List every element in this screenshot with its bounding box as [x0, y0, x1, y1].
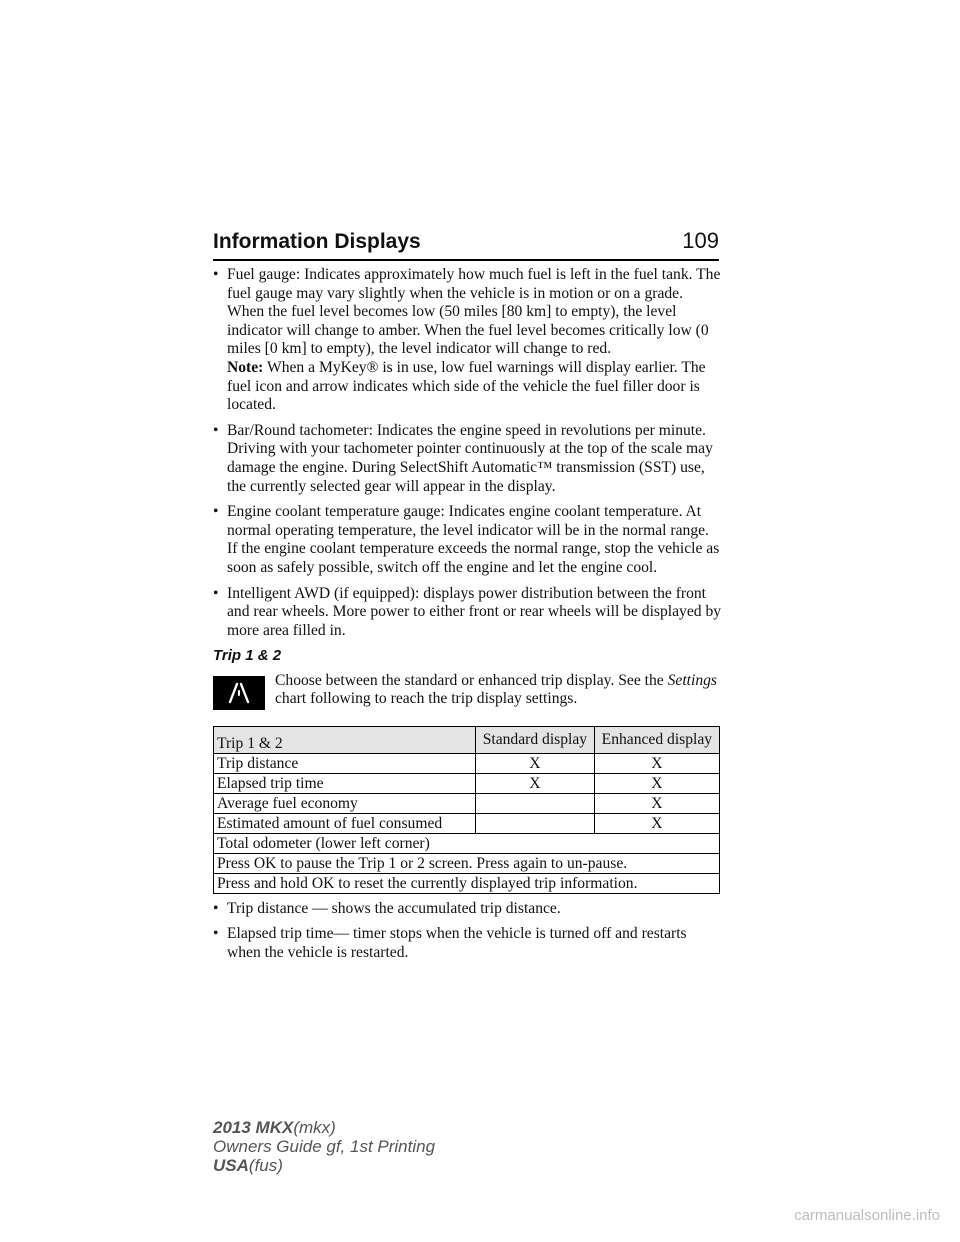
- bullet-text: Engine coolant temperature gauge: Indicates engine coolant temperature. At normal operating temperature, the level indicator will be in the normal range. If the engine coolant temperature exceeds the normal range, stop the vehicle as soon as safely possible, switch off the engine and let the engine cool.: [227, 503, 720, 576]
- table-row-spanning: [214, 873, 720, 893]
- bullet-tachometer: [213, 422, 723, 496]
- col-header-trip: Trip 1 & 2: [214, 726, 476, 753]
- table-header-row: [214, 726, 720, 753]
- section-title: Information Displays: [213, 230, 421, 253]
- page-header: [213, 228, 719, 261]
- bullet-text: Elapsed trip time— timer stops when the vehicle is turned off and restarts when the vehicle is restarted.: [227, 925, 687, 962]
- note-label: Note:: [227, 358, 264, 376]
- trip-intro: [213, 672, 723, 710]
- enhanced-cell: X: [594, 793, 719, 813]
- table-row-spanning: [214, 853, 720, 873]
- spanning-cell: Press and hold OK to reset the currently displayed trip information.: [214, 873, 720, 893]
- bullet-dot: •: [213, 503, 219, 521]
- table-row: [214, 813, 720, 833]
- bullet-coolant: [213, 503, 723, 577]
- bullet-text: Fuel gauge: Indicates approximately how much fuel is left in the fuel tank. The fuel gauge may vary slightly when the vehicle is in motion or on a grade. When the fuel level becomes low (50 miles [80 km] to empty), the level indicator will change to amber. When the fuel level becomes critically low (0 miles [0 km] to empty), the level indicator will change to red.: [227, 266, 721, 358]
- enhanced-cell: X: [594, 813, 719, 833]
- enhanced-cell: X: [594, 773, 719, 793]
- note-text: When a MyKey® is in use, low fuel warnings will display earlier. The fuel icon and arrow indicates which side of the vehicle the fuel filler door is located.: [227, 358, 706, 414]
- enhanced-cell: X: [594, 753, 719, 773]
- bullet-text: Bar/Round tachometer: Indicates the engine speed in revolutions per minute. Driving with your tachometer pointer continuously at the top of the scale may damage the engine. During SelectShift Automatic™ transmission (SST) use, the currently selected gear will appear in the display.: [227, 421, 713, 495]
- col-header-enhanced: Enhanced display: [594, 726, 719, 753]
- road-icon: [213, 676, 265, 710]
- trip-intro-text: Choose between the standard or enhanced trip display. See the Settings chart following to reach the trip display settings.: [275, 671, 717, 708]
- bullet-trip-distance: [213, 900, 723, 919]
- col-header-standard: Standard display: [476, 726, 595, 753]
- bullet-dot: •: [213, 266, 219, 283]
- trip-section-heading: Trip 1 & 2: [213, 647, 282, 665]
- table-row-spanning: [214, 833, 720, 853]
- spanning-cell: Press OK to pause the Trip 1 or 2 screen. Press again to un-pause.: [214, 853, 720, 873]
- table-row: [214, 773, 720, 793]
- standard-cell: [476, 793, 595, 813]
- row-label: Average fuel economy: [214, 793, 476, 813]
- bullet-dot: •: [213, 584, 219, 602]
- standard-cell: [476, 813, 595, 833]
- row-label: Trip distance: [214, 753, 476, 773]
- settings-reference: Settings: [667, 671, 717, 689]
- bullet-text: Intelligent AWD (if equipped): displays power distribution between the front and rear wheels. More power to either front or rear wheels will be displayed by more area filled in.: [227, 584, 722, 639]
- row-label: Elapsed trip time: [214, 773, 476, 793]
- bullet-elapsed-time: [213, 925, 723, 962]
- bullet-fuel-gauge: [213, 266, 723, 415]
- print-footer: 2013 MKX(mkx) Owners Guide gf, 1st Printing USA(fus): [213, 1118, 436, 1175]
- standard-cell: X: [476, 753, 595, 773]
- bullet-awd: [213, 585, 723, 641]
- trip-display-table: [213, 726, 720, 894]
- bullet-dot: •: [213, 925, 219, 943]
- page-number: 109: [682, 228, 719, 253]
- standard-cell: X: [476, 773, 595, 793]
- spanning-cell: Total odometer (lower left corner): [214, 833, 720, 853]
- watermark: carmanualsonline.info: [794, 1207, 940, 1224]
- bullet-dot: •: [213, 421, 219, 439]
- row-label: Estimated amount of fuel consumed: [214, 813, 476, 833]
- table-row: [214, 753, 720, 773]
- bullet-dot: •: [213, 899, 219, 917]
- page-body: [213, 266, 723, 970]
- table-row: [214, 793, 720, 813]
- bullet-text: Trip distance — shows the accumulated trip distance.: [227, 899, 561, 917]
